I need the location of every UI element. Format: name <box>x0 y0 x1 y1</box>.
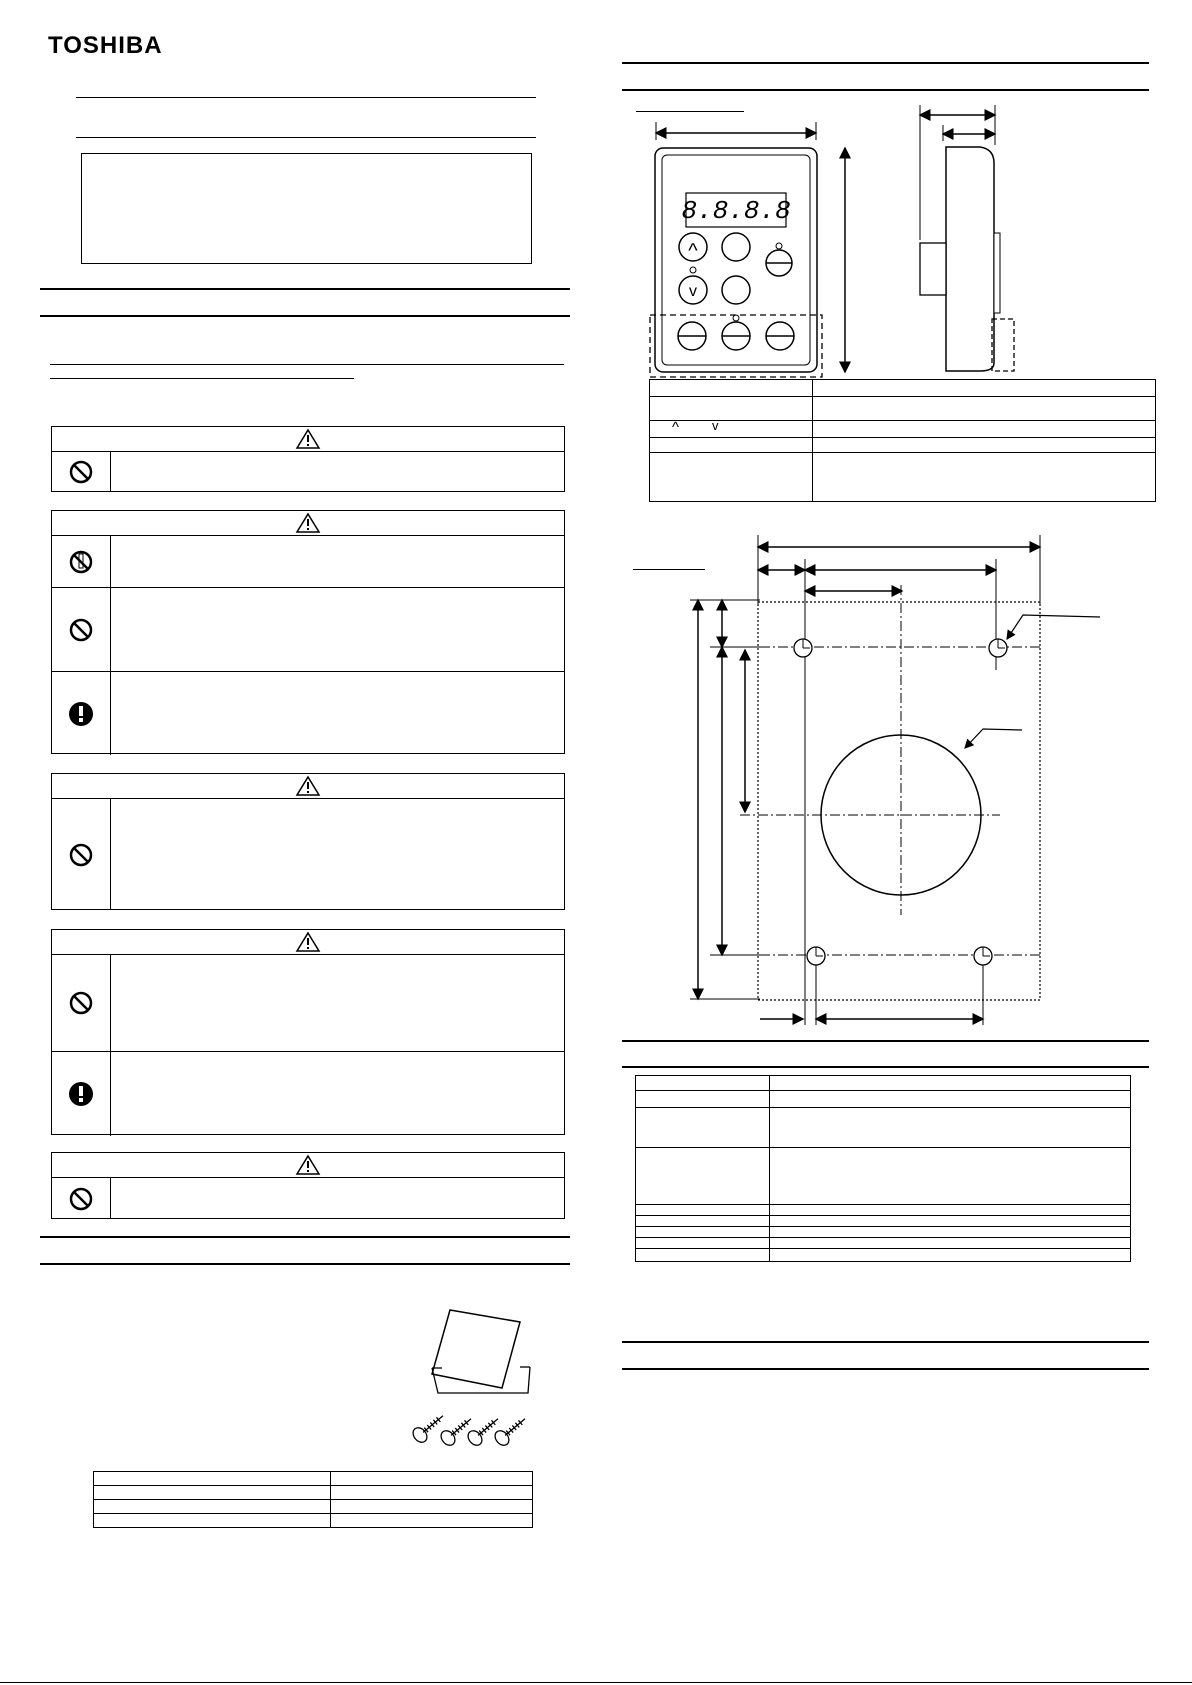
caution-section <box>51 929 565 1135</box>
prohibited-icon <box>52 452 111 492</box>
prohibited-icon <box>52 799 111 910</box>
up-arrow-label: ^ <box>672 419 680 436</box>
down-arrow-button[interactable]: v <box>689 283 697 300</box>
section-rule <box>622 1341 1149 1343</box>
prohibited-icon <box>52 588 111 671</box>
section-rule <box>40 1263 570 1265</box>
section-rule <box>622 1040 1149 1042</box>
parts-table <box>649 379 1156 502</box>
title-rule-bottom <box>76 137 536 138</box>
mandatory-action-icon <box>52 1052 111 1136</box>
toshiba-logo: TOSHIBA <box>48 32 163 59</box>
page-bottom-rule <box>0 1682 1192 1683</box>
warning-triangle-icon <box>296 776 320 796</box>
prohibited-icon <box>52 955 111 1051</box>
section-rule <box>622 62 1149 64</box>
up-arrow-button[interactable]: ^ <box>688 240 698 262</box>
warning-triangle-icon <box>296 1155 320 1175</box>
warning-triangle-icon <box>296 932 320 952</box>
prohibited-icon <box>52 1178 111 1219</box>
warning-triangle-icon <box>296 429 320 449</box>
manual-sheet-icon <box>432 1310 520 1388</box>
section-rule <box>622 1066 1149 1068</box>
panel-outline <box>758 602 1040 1000</box>
section-rule <box>622 89 1149 91</box>
caution-section <box>51 773 565 910</box>
section-rule <box>40 288 570 290</box>
section-rule <box>40 1236 570 1238</box>
accessories-table <box>93 1471 533 1528</box>
text-underline <box>50 364 564 365</box>
panel-side-view <box>910 105 1020 375</box>
screw-icon <box>410 1410 530 1448</box>
no-disassembly-icon <box>52 536 111 587</box>
section-rule <box>622 1368 1149 1370</box>
display-readout: 8.8.8.8 <box>681 196 791 226</box>
notice-box <box>81 153 532 264</box>
warning-section <box>51 510 565 754</box>
specifications-table <box>635 1075 1131 1262</box>
mounting-hole-drawing <box>680 535 1120 1025</box>
danger-section <box>51 426 565 492</box>
caution-section <box>51 1152 565 1219</box>
title-rule-top <box>76 97 536 98</box>
panel-front-view <box>640 110 870 380</box>
accessories-illustration <box>410 1300 550 1450</box>
down-arrow-label: v <box>712 418 719 433</box>
text-underline <box>50 378 354 379</box>
section-rule <box>40 315 570 317</box>
warning-triangle-icon <box>296 513 320 533</box>
mandatory-action-icon <box>52 672 111 755</box>
